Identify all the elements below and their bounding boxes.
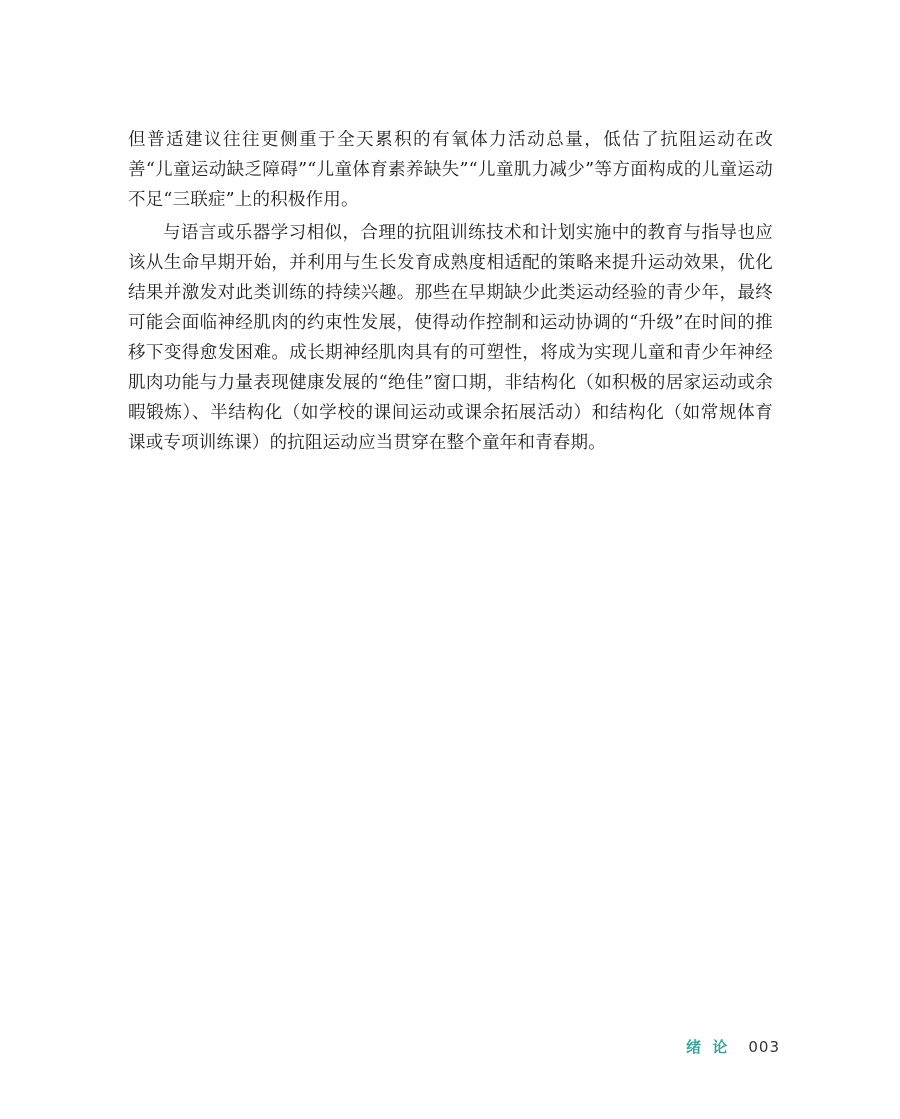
section-label: 绪 论 (686, 1038, 731, 1056)
page-number: 003 (748, 1038, 780, 1056)
paragraph-1: 但普适建议往往更侧重于全天累积的有氧体力活动总量，低估了抗阻运动在改善“儿童运动缺乏障碍”“儿童体育素养缺失”“儿童肌力减少”等方面构成的儿童运动不足“三联症”上的积极作用。 (128, 130, 773, 210)
page-footer (686, 1036, 780, 1057)
paragraph-2: 与语言或乐器学习相似，合理的抗阻训练技术和计划实施中的教育与指导也应该从生命早期开始，并利用与生长发育成熟度相适配的策略来提升运动效果，优化结果并激发对此类训练的持续兴趣。那些在早期缺少此类运动经验的青少年，最终可能会面临神经肌肉的约束性发展，使得动作控制和运动协调的“升级”在时间的推移下变得愈发困难。成长期神经肌肉具有的可塑性，将成为实现儿童和青少年神经肌肉功能与力量表现健康发展的“绝佳”窗口期，非结构化（如积极的居家运动或余暇锻炼）、半结构化（如学校的课间运动或课余拓展活动）和结构化（如常规体育课或专项训练课）的抗阻运动应当贯穿在整个童年和青春期。 (128, 223, 773, 453)
body-text (128, 125, 773, 458)
